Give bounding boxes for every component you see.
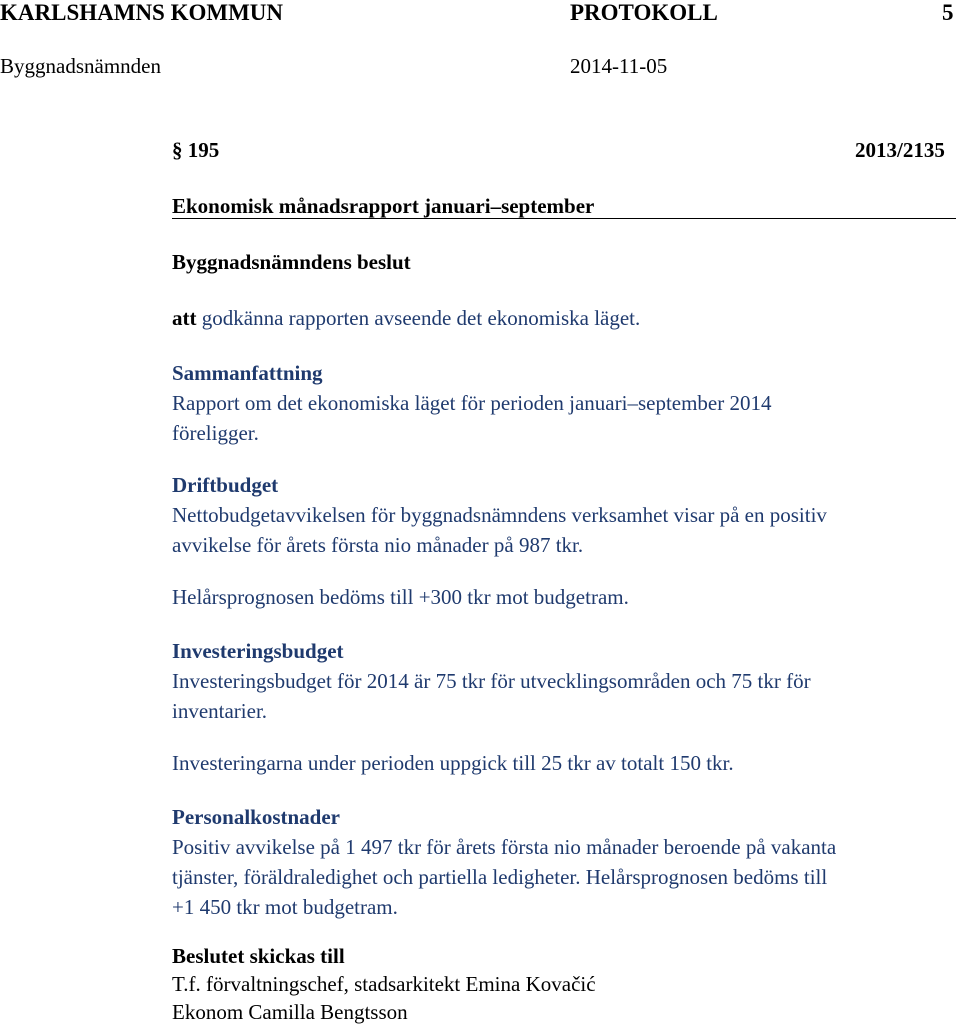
investment-budget-heading: Investeringsbudget [172,639,344,663]
investment-budget-line-1: Investeringsbudget för 2014 är 75 tkr för utvecklingsområden och 75 tkr för [172,669,811,693]
title-underline [172,218,956,219]
personnel-costs-heading: Personalkostnader [172,805,340,829]
investment-budget-section [172,636,952,726]
committee-name: Byggnadsnämnden [0,54,161,78]
distribution-section [172,942,952,1026]
personnel-costs-line-3: +1 450 tkr mot budgetram. [172,895,398,919]
operating-budget-heading: Driftbudget [172,473,279,497]
item-title: Ekonomisk månadsrapport januari–september [172,194,595,218]
investment-outcome: Investeringarna under perioden uppgick till 25 tkr av totalt 150 tkr. [172,751,734,775]
decision-text [172,306,640,331]
operating-budget-line-2: avvikelse för årets första nio månader på 987 tkr. [172,533,584,557]
organization-name: KARLSHAMNS KOMMUN [0,0,284,25]
distribution-heading: Beslutet skickas till [172,944,345,968]
page-number: 5 [942,0,954,25]
operating-budget-section [172,470,952,560]
summary-line-1: Rapport om det ekonomiska läget för perioden januari–september 2014 [172,391,772,415]
distribution-recipient-1: T.f. förvaltningschef, stadsarkitekt Emina Kovačić [172,972,596,996]
summary-section [172,358,952,448]
section-symbol: § [172,138,183,162]
operating-budget-line-1: Nettobudgetavvikelsen för byggnadsnämndens verksamhet visar på en positiv [172,503,827,527]
item-number [172,138,219,163]
personnel-costs-section [172,802,952,922]
investment-budget-line-2: inventarier. [172,699,268,723]
document-type: PROTOKOLL [570,0,718,25]
distribution-recipient-2: Ekonom Camilla Bengtsson [172,1000,408,1024]
meeting-date: 2014-11-05 [570,54,668,78]
item-number-value: 195 [187,138,220,162]
case-number: 2013/2135 [855,138,945,162]
decision-att: att [172,306,197,330]
decision-heading: Byggnadsnämndens beslut [172,250,411,274]
operating-budget-forecast: Helårsprognosen bedöms till +300 tkr mot budgetram. [172,585,629,609]
summary-heading: Sammanfattning [172,361,323,385]
summary-line-2: föreligger. [172,421,259,445]
decision-body: godkänna rapporten avseende det ekonomiska läget. [196,306,641,330]
personnel-costs-line-2: tjänster, föräldraledighet och partiella ledigheter. Helårsprognosen bedöms till [172,865,828,889]
personnel-costs-line-1: Positiv avvikelse på 1 497 tkr för årets första nio månader beroende på vakanta [172,835,837,859]
